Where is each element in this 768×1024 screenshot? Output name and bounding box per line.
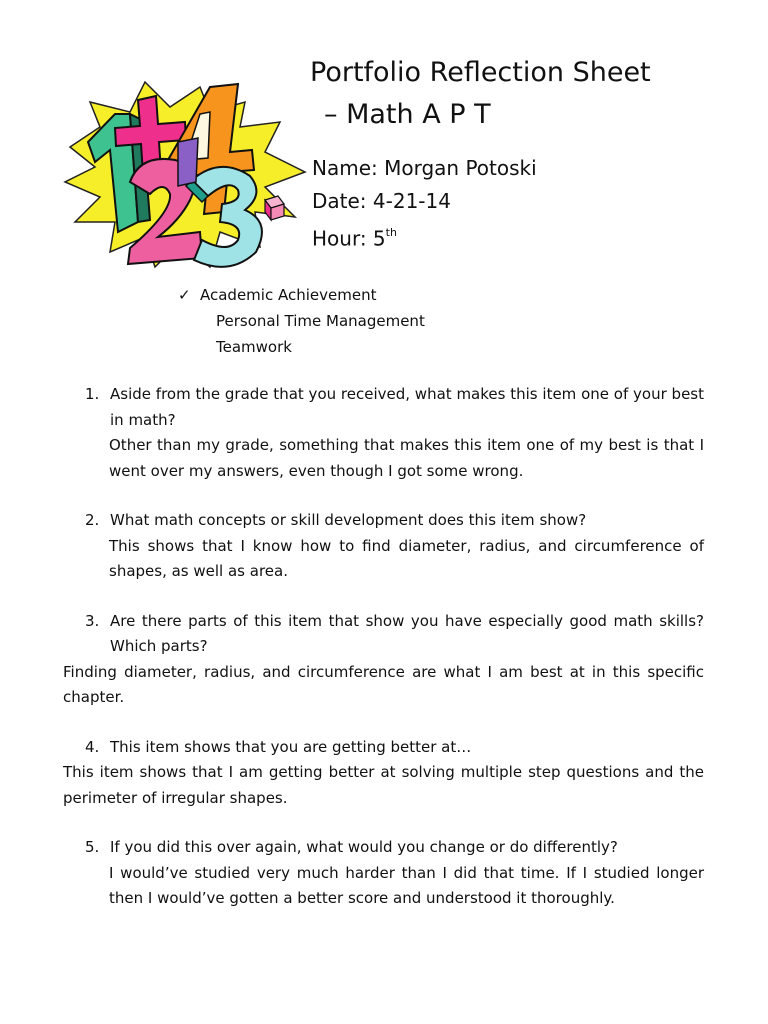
question-text: If you did this over again, what would you change or do differently? <box>110 838 618 856</box>
checkmark-icon: ✓ <box>178 286 191 304</box>
question-number: 5. <box>85 838 100 856</box>
title-line-2: – Math A P T <box>324 99 491 130</box>
answer-text: I would’ve studied very much harder than I did that time. If I studied longer then I would’ve gotten a better score and understood it thoroughly. <box>109 863 704 907</box>
hour-label: Hour: <box>312 226 367 251</box>
purple-block-shape <box>178 138 198 186</box>
hour-row <box>312 218 537 256</box>
category-label: Academic Achievement <box>200 286 377 304</box>
question-number: 4. <box>85 737 100 756</box>
answer-text: This item shows that I am getting better at solving multiple step questions and the perimeter of irregular shapes. <box>63 763 704 807</box>
name-row <box>312 152 537 185</box>
category-label: Personal Time Management <box>216 312 425 330</box>
question-number: 1. <box>85 385 100 403</box>
question-text: This item shows that you are getting better at… <box>110 737 472 756</box>
pink-cube-shape <box>265 196 284 220</box>
title-line-1: Portfolio Reflection Sheet <box>310 57 651 88</box>
date-row <box>312 185 537 218</box>
question-text: What math concepts or skill development does this item show? <box>110 511 587 529</box>
answer-text: This shows that I know how to find diameter, radius, and circumference of shapes, as well as area. <box>109 536 704 580</box>
date-label: Date: <box>312 189 367 213</box>
answer-text: Other than my grade, something that makes this item one of my best is that I went over my answers, even though I got some wrong. <box>109 436 704 480</box>
answer-text: Finding diameter, radius, and circumference are what I am best at in this specific chapter. <box>63 662 704 706</box>
name-value: Morgan Potoski <box>384 156 537 180</box>
category-item-personal-time-management <box>178 308 425 334</box>
reflection-questions <box>63 382 704 936</box>
student-info <box>312 152 537 256</box>
question-text: Are there parts of this item that show you have especially good math skills? Which parts? <box>110 611 704 655</box>
question-item-3 <box>63 609 704 711</box>
category-list <box>178 282 425 360</box>
question-item-5 <box>63 835 704 912</box>
document-title <box>310 52 651 136</box>
question-number: 3. <box>85 611 100 630</box>
category-item-academic-achievement <box>178 282 425 308</box>
category-label: Teamwork <box>216 338 292 356</box>
category-item-teamwork <box>178 334 425 360</box>
question-item-1 <box>63 382 704 484</box>
date-value: 4-21-14 <box>372 189 451 213</box>
hour-value: 5 <box>372 226 386 251</box>
question-item-4 <box>63 735 704 812</box>
name-label: Name: <box>312 156 378 180</box>
math-numbers-clipart <box>60 72 310 272</box>
question-text: Aside from the grade that you received, what makes this item one of your best in math? <box>110 385 704 429</box>
question-item-2 <box>63 508 704 585</box>
hour-suffix: th <box>385 226 397 239</box>
question-number: 2. <box>85 511 100 529</box>
